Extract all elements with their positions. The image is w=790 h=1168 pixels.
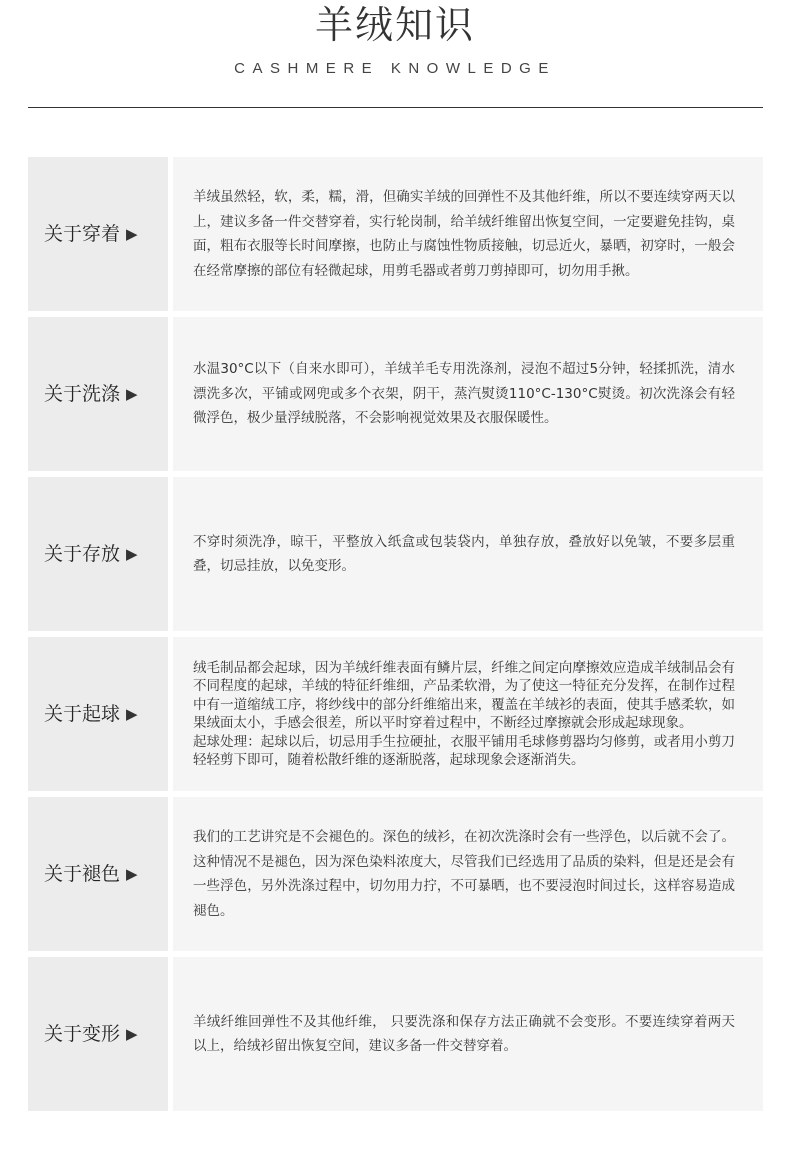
page-title: 羊绒知识 (314, 3, 475, 47)
section-deformation (28, 957, 763, 1111)
section-label-cell (28, 477, 168, 631)
knowledge-sections (28, 157, 763, 1117)
section-paragraph: 起球处理：起球以后，切忌用手生拉硬扯，衣服平铺用毛球修剪器均匀修剪，或者用小剪刀轻轻剪下即可，随着松散纤维的逐渐脱落，起球现象会逐渐消失。 (193, 733, 735, 768)
triangle-right-icon: ▶ (126, 705, 138, 723)
section-storage (28, 477, 763, 631)
section-body-cell (173, 317, 763, 471)
section-body-cell (173, 157, 763, 311)
section-body-cell (173, 637, 763, 791)
section-label-cell (28, 957, 168, 1111)
section-paragraph: 不穿时须洗净，晾干，平整放入纸盒或包装袋内，单独存放，叠放好以免皱，不要多层重叠，切忌挂放，以免变形。 (193, 533, 735, 574)
section-pilling (28, 637, 763, 791)
section-label: 关于变形 (44, 1023, 121, 1045)
triangle-right-icon: ▶ (126, 225, 138, 243)
section-body-cell (173, 477, 763, 631)
triangle-right-icon: ▶ (126, 1025, 138, 1043)
section-body (193, 825, 735, 923)
section-paragraph: 绒毛制品都会起球，因为羊绒纤维表面有鳞片层，纤维之间定向摩擦效应造成羊绒制品会有不同程度的起球，羊绒的特征纤维细，产品柔软滑，为了使这一特征充分发挥，在制作过程中有一道缩绒工序，将纱线中的部分纤维缩出来，覆盖在羊绒衫的表面，使其手感柔软，如果绒面太小，手感会很差，所以平时穿着过程中，不断经过摩擦就会形成起球现象。 (193, 659, 735, 731)
section-paragraph: 我们的工艺讲究是不会褪色的。深色的绒衫，在初次洗涤时会有一些浮色，以后就不会了。这种情况不是褪色，因为深色染料浓度大，尽管我们已经选用了品质的染料，但是还是会有一些浮色，另外洗涤过程中，切勿用力拧，不可暴晒，也不要浸泡时间过长，这样容易造成褪色。 (193, 829, 735, 919)
section-body (193, 659, 735, 770)
section-label: 关于存放 (44, 543, 121, 565)
section-label: 关于穿着 (44, 223, 121, 245)
section-body (193, 357, 735, 431)
section-wearing (28, 157, 763, 311)
triangle-right-icon: ▶ (126, 865, 138, 883)
section-paragraph: 水温30°C以下（自来水即可），羊绒羊毛专用洗涤剂，浸泡不超过5分钟，轻揉抓洗，清水漂洗多次，平铺或网兜或多个衣架，阴干，蒸汽熨烫110°C-130°C熨烫。初次洗涤会有轻微浮色，极少量浮绒脱落，不会影响视觉效果及衣服保暖性。 (193, 361, 735, 427)
section-label-cell (28, 157, 168, 311)
triangle-right-icon: ▶ (126, 545, 138, 563)
triangle-right-icon: ▶ (126, 385, 138, 403)
section-label-cell (28, 317, 168, 471)
section-body (193, 530, 735, 579)
section-label: 关于洗涤 (44, 383, 121, 405)
page-header (0, 0, 790, 110)
section-body (193, 185, 735, 283)
section-fading (28, 797, 763, 951)
header-divider (28, 107, 763, 108)
section-body-cell (173, 797, 763, 951)
section-label: 关于起球 (44, 703, 121, 725)
section-paragraph: 羊绒虽然轻，软，柔，糯，滑，但确实羊绒的回弹性不及其他纤维，所以不要连续穿两天以上，建议多备一件交替穿着，实行轮岗制，给羊绒纤维留出恢复空间，一定要避免挂钩，桌面，粗布衣服等长时间摩擦，也防止与腐蚀性物质接触，切忌近火，暴晒，初穿时，一般会在经常摩擦的部位有轻微起球，用剪毛器或者剪刀剪掉即可，切勿用手揪。 (193, 189, 735, 279)
section-paragraph: 羊绒纤维回弹性不及其他纤维， 只要洗涤和保存方法正确就不会变形。不要连续穿着两天以上，给绒衫留出恢复空间，建议多备一件交替穿着。 (193, 1013, 735, 1054)
section-label: 关于褪色 (44, 863, 121, 885)
section-body-cell (173, 957, 763, 1111)
section-label-cell (28, 637, 168, 791)
section-body (193, 1010, 735, 1059)
section-washing (28, 317, 763, 471)
page-subtitle: CASHMERE KNOWLEDGE (234, 60, 556, 77)
section-label-cell (28, 797, 168, 951)
